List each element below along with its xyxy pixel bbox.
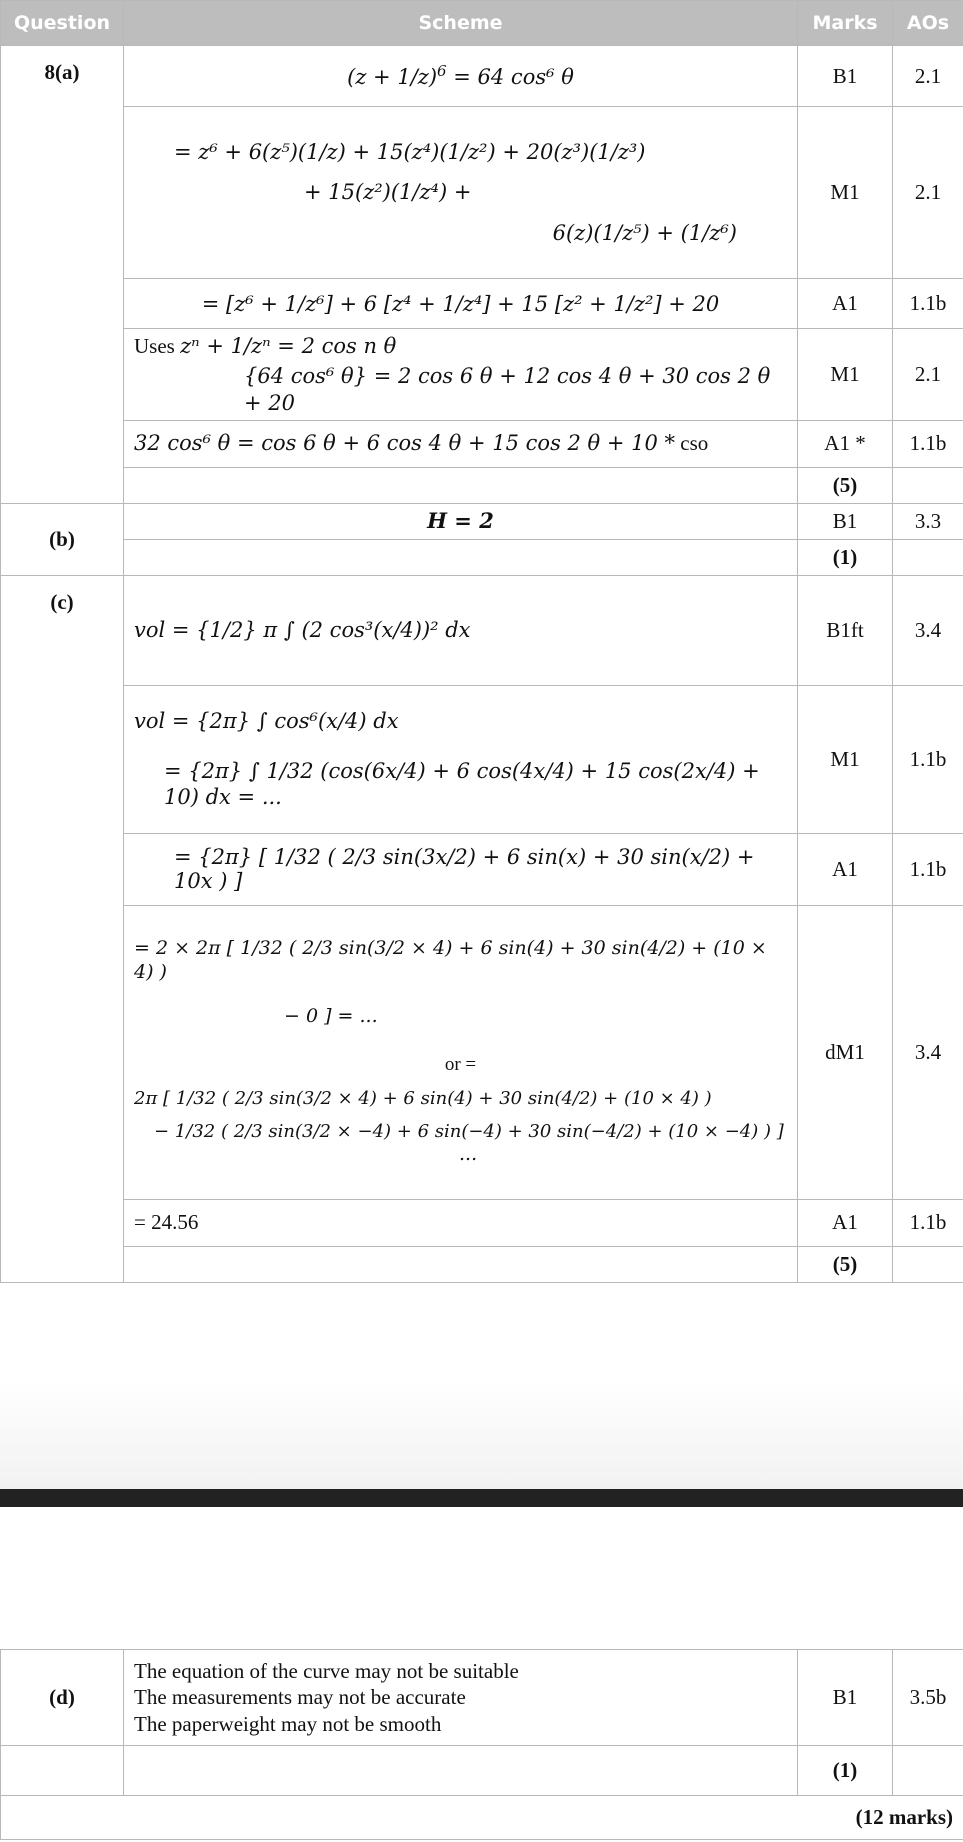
- subtotal-cell: (5): [798, 467, 893, 503]
- ao-cell-empty: [893, 1246, 963, 1282]
- table-row: [1, 467, 963, 503]
- mark-cell: M1: [798, 107, 893, 279]
- ao-cell: 1.1b: [893, 279, 963, 329]
- scheme-line: or =: [444, 1053, 477, 1075]
- table-row: [1, 107, 963, 279]
- scheme-cell-empty: [124, 1246, 798, 1282]
- scheme-cell: [124, 329, 798, 421]
- scheme-expression: 32 cos⁶ θ = cos 6 θ + 6 cos 4 θ + 15 cos 2 θ + 10 *: [134, 431, 676, 456]
- scheme-line: = 2 × 2π [ 1/32 ( 2/3 sin(3/2 × 4) + 6 sin(4) + 30 sin(4/2) + (10 × 4) ): [134, 937, 767, 984]
- mark-cell: A1: [798, 833, 893, 905]
- mark-scheme-table-lower: [0, 1649, 963, 1840]
- scheme-cell: [124, 107, 798, 279]
- question-label-c: (c): [1, 575, 124, 1282]
- scheme-cell: [124, 685, 798, 833]
- scheme-cell: [124, 1650, 798, 1746]
- scheme-line: The paperweight may not be smooth: [134, 1711, 442, 1736]
- question-cell-empty: [1, 1746, 124, 1796]
- ao-cell: 1.1b: [893, 685, 963, 833]
- ao-cell: 3.4: [893, 905, 963, 1199]
- scheme-expression: $(z + 1/z)^6 = 64$ cos⁶ θ: [347, 62, 574, 89]
- scheme-expression: zⁿ + 1/zⁿ = 2 cos n θ: [180, 334, 397, 358]
- scheme-line: The measurements may not be accurate: [134, 1685, 466, 1710]
- header-marks: Marks: [798, 1, 893, 46]
- scheme-cell-empty: [124, 1746, 798, 1796]
- scheme-line: {64 cos⁶ θ} = 2 cos 6 θ + 12 cos 4 θ + 30 cos 2 θ + 20: [244, 364, 771, 415]
- subtotal-cell: (5): [798, 1246, 893, 1282]
- table-row: [1, 503, 963, 539]
- scheme-line: 2π [ 1/32 ( 2/3 sin(3/2 × 4) + 6 sin(4) + 30 sin(4/2) + (10 × 4) ): [134, 1088, 712, 1110]
- ao-cell: 2.1: [893, 329, 963, 421]
- table-row: [1, 1746, 963, 1796]
- header-scheme: Scheme: [124, 1, 798, 46]
- scheme-line: − 1/32 ( 2/3 sin(3/2 × −4) + 6 sin(−4) + 30 sin(−4/2) + (10 × −4) ) ]: [154, 1120, 784, 1142]
- ao-cell: 3.5b: [893, 1650, 963, 1746]
- scheme-expression: H = 2: [427, 508, 494, 534]
- scheme-cell-empty: [124, 467, 798, 503]
- mark-cell: A1: [798, 1199, 893, 1246]
- subtotal-cell: (1): [798, 539, 893, 575]
- scheme-cell: [124, 503, 798, 539]
- question-label-8a: 8(a): [1, 46, 124, 504]
- table-row: [1, 329, 963, 421]
- scheme-expression: = 24.56: [134, 1210, 199, 1235]
- ao-cell: 1.1b: [893, 833, 963, 905]
- page-bottom-shade: [0, 1380, 963, 1489]
- table-row: [1, 1650, 963, 1746]
- scheme-note: cso: [680, 431, 709, 456]
- scheme-cell-empty: [124, 539, 798, 575]
- ao-cell: 3.3: [893, 503, 963, 539]
- question-label-d: (d): [1, 1650, 124, 1746]
- scheme-expression: vol = {1/2} π ∫ (2 cos³(x/4))² dx: [134, 618, 471, 643]
- ao-cell-empty: [893, 1746, 963, 1796]
- mark-cell: M1: [798, 685, 893, 833]
- scheme-line: = {2π} ∫ 1/32 (cos(6x/4) + 6 cos(4x/4) + 15 cos(2x/4) + 10) dx = ...: [164, 759, 760, 810]
- scheme-cell: [124, 1199, 798, 1246]
- scheme-line: − 0 ] = ...: [284, 1004, 378, 1027]
- mark-cell: M1: [798, 329, 893, 421]
- scheme-cell: [124, 420, 798, 467]
- subtotal-cell: (1): [798, 1746, 893, 1796]
- mark-cell: A1: [798, 279, 893, 329]
- mark-cell: B1: [798, 46, 893, 107]
- table-row: [1, 685, 963, 833]
- header-aos: AOs: [893, 1, 963, 46]
- scheme-text: Uses: [134, 334, 175, 358]
- table-row: [1, 905, 963, 1199]
- grand-total: (12 marks): [1, 1796, 963, 1840]
- scheme-cell: [124, 46, 798, 107]
- ao-cell: 1.1b: [893, 1199, 963, 1246]
- table-row: [1, 1199, 963, 1246]
- mark-cell: dM1: [798, 905, 893, 1199]
- mark-cell: B1ft: [798, 575, 893, 685]
- scheme-expression: = [z⁶ + 1/z⁶] + 6 [z⁴ + 1/z⁴] + 15 [z² + 1/z²] + 20: [201, 291, 720, 316]
- scheme-line: vol = {2π} ∫ cos⁶(x/4) dx: [134, 708, 399, 733]
- scheme-cell: [124, 575, 798, 685]
- page-break-bar: [0, 1489, 963, 1507]
- scheme-cell: [124, 905, 798, 1199]
- table-row: [1, 833, 963, 905]
- scheme-line: + 15(z²)(1/z⁴) +: [304, 180, 472, 205]
- ao-cell: 2.1: [893, 107, 963, 279]
- table-row: [1, 46, 963, 107]
- scheme-line: 6(z)(1/z⁵) + (1/z⁶): [552, 220, 737, 245]
- mark-cell: A1 *: [798, 420, 893, 467]
- scheme-expression: = {2π} [ 1/32 ( 2/3 sin(3x/2) + 6 sin(x) + 30 sin(x/2) + 10x ) ]: [174, 845, 755, 894]
- mark-cell: B1: [798, 1650, 893, 1746]
- header-question: Question: [1, 1, 124, 46]
- question-label-b: (b): [1, 503, 124, 575]
- table-row: [1, 539, 963, 575]
- scheme-line: = z⁶ + 6(z⁵)(1/z) + 15(z⁴)(1/z²) + 20(z³)(1/z³): [174, 140, 646, 165]
- header-row: [1, 1, 963, 46]
- table-row: [1, 1796, 963, 1840]
- table-row: [1, 279, 963, 329]
- table-row: [1, 420, 963, 467]
- ao-cell: 1.1b: [893, 420, 963, 467]
- table-row: [1, 575, 963, 685]
- ao-cell: 3.4: [893, 575, 963, 685]
- scheme-line: ...: [459, 1143, 478, 1166]
- table-row: [1, 1246, 963, 1282]
- scheme-cell: [124, 833, 798, 905]
- mark-cell: B1: [798, 503, 893, 539]
- scheme-line: The equation of the curve may not be suitable: [134, 1659, 519, 1684]
- ao-cell-empty: [893, 539, 963, 575]
- scheme-cell: [124, 279, 798, 329]
- ao-cell: 2.1: [893, 46, 963, 107]
- ao-cell-empty: [893, 467, 963, 503]
